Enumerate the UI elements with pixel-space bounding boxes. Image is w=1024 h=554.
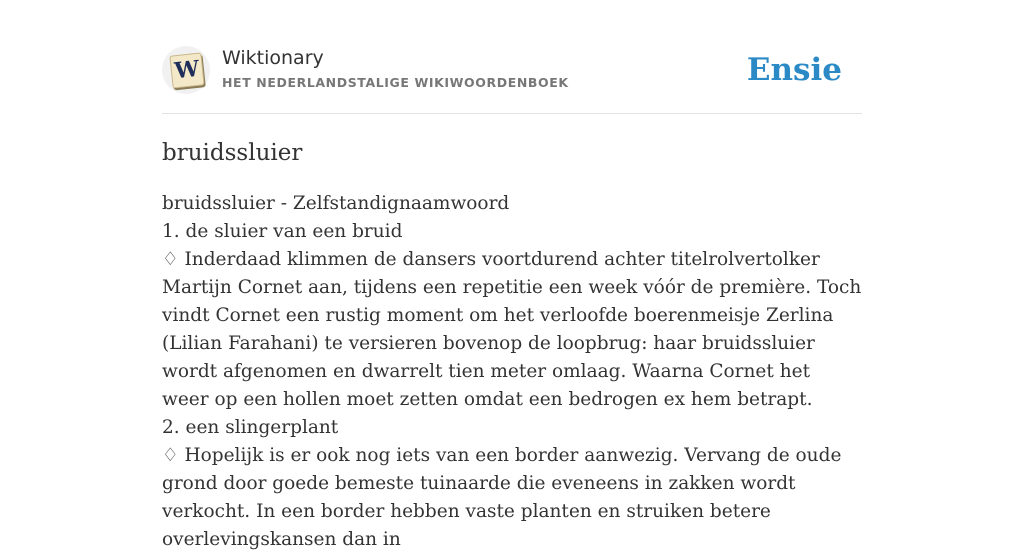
site-header [162, 0, 862, 114]
ensie-brand-link[interactable]: Ensie [746, 52, 842, 88]
logo-tile [169, 52, 204, 88]
page [162, 0, 862, 550]
example-sentence-1: ♢ Inderdaad klimmen de dansers voortdurend achter titelrolvertolker Martijn Cornet aan, tijdens een repetitie een week vóór de première. Toch vindt Cornet een rustig moment om het verloofde boerenmeisje Zerlina (Lilian Farahani) te versieren bovenop de loopbrug: haar bruidssluier wordt afgenomen en dwarrelt tien meter omlaag. Waarna Cornet het weer op een hollen moet zetten omdat een bedrogen ex hem betrapt. [162, 249, 862, 410]
logo-letter: W [173, 55, 201, 85]
definition-sense-2: 2. een slingerplant [162, 417, 339, 438]
page-title: bruidssluier [162, 140, 303, 166]
site-title[interactable]: Wiktionary [222, 47, 324, 69]
example-sentence-2: ♢ Hopelijk is er ook nog iets van een border aanwezig. Vervang de oude grond door goede bemeste tuinaarde die eveneens in zakken wordt verkocht. In een border hebben vaste planten en struiken betere overlevingskansen dan in [162, 445, 842, 550]
definition-sense-1: 1. de sluier van een bruid [162, 221, 403, 242]
entry-heading: bruidssluier - Zelfstandignaamwoord [162, 193, 510, 214]
site-subtitle: HET NEDERLANDSTALIGE WIKIWOORDENBOEK [222, 75, 569, 90]
wiktionary-logo-icon[interactable] [162, 46, 210, 94]
definition-body [162, 190, 862, 554]
